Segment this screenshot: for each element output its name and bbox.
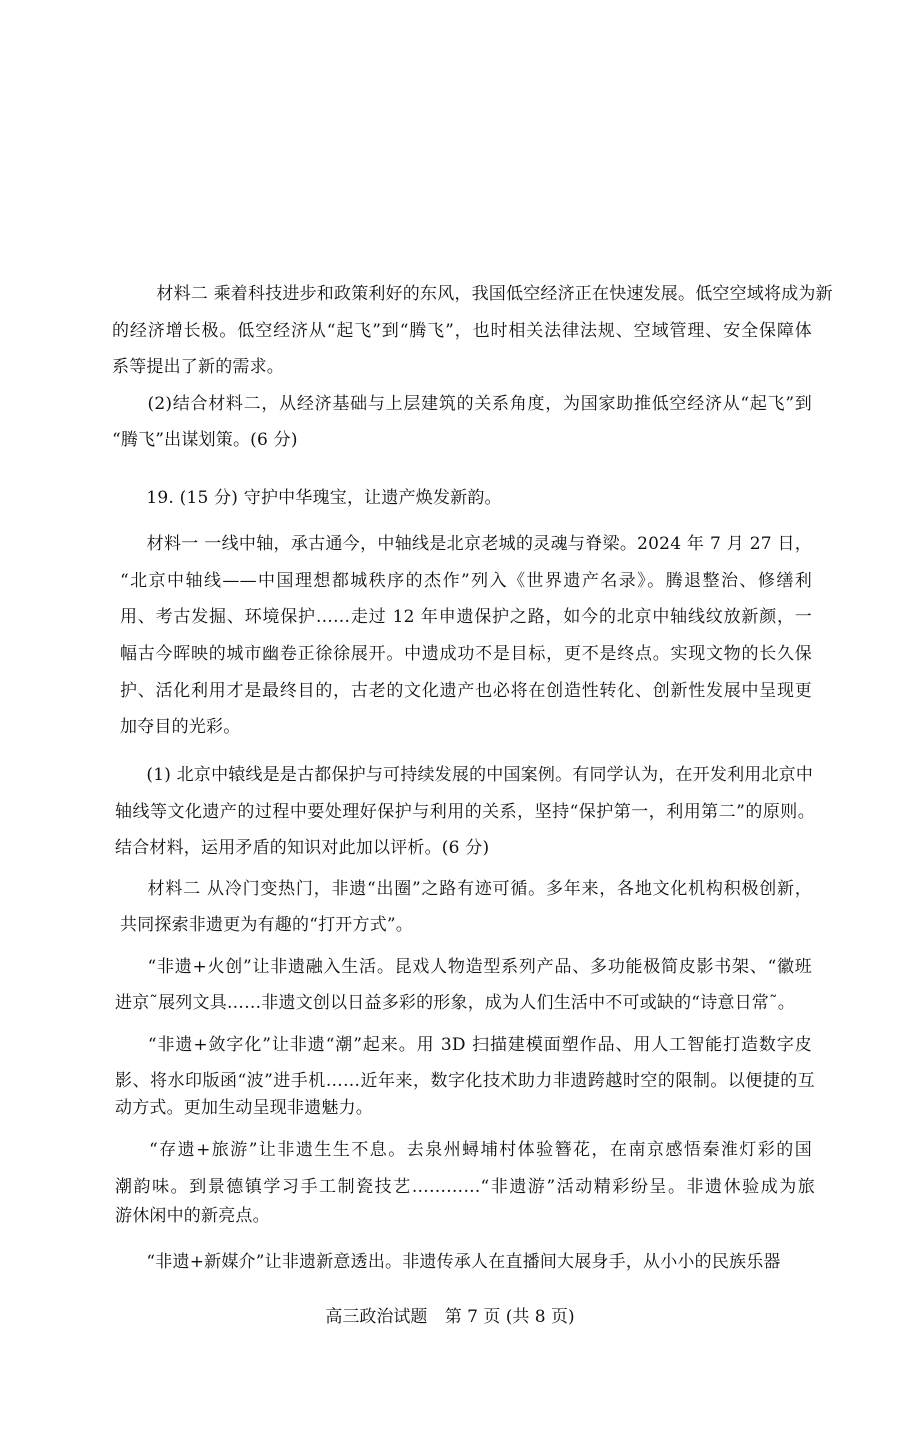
new-media-line-1: “非遗+新媒介”让非遗新意透出。非遗传承人在直播间大展身手，从小小的民族乐器 bbox=[112, 1252, 781, 1272]
cultural-creative-line-2: 进京˜展列文具……非遗文创以日益多彩的形象，成为人们生活中不可或缺的“诗意日常˜。 bbox=[115, 993, 795, 1013]
material-2-q19-line-1: 材料二 从冷门变热门，非遗“出圈”之路有迹可循。多年来，各地文化机构积极创新， bbox=[112, 879, 812, 899]
tourism-line-2: 潮韵味。到景德镇学习手工制瓷技艺…………“非遗游”活动精彩纷呈。非遗休验成为旅 bbox=[115, 1177, 815, 1197]
material-1-q19-line-4: 幅古今晖映的城市幽卷正徐徐展开。中遗成功不是目标，更不是终点。实现文物的长久保 bbox=[120, 644, 812, 664]
question-18-2-line-2: “腾飞”出谋划策。(6 分) bbox=[112, 430, 298, 450]
material-2-q18-line-3: 系等提出了新的需求。 bbox=[112, 357, 284, 377]
material-2-q18-line-1: 材料二 乘着科技进步和政策利好的东风，我国低空经济正在快速发展。低空空域将成为新 bbox=[122, 284, 833, 304]
digital-line-3: 动方式。更加生动呈现非遗魅力。 bbox=[115, 1098, 373, 1118]
tourism-line-3: 游休闲中的新亮点。 bbox=[115, 1206, 270, 1226]
question-18-2-line-1: (2)结合材料二，从经济基础与上层建筑的关系角度，为国家助推低空经济从“起飞”到 bbox=[112, 394, 812, 414]
footer-page-number: 第 7 页 (共 8 页) bbox=[444, 1307, 575, 1327]
tourism-line-1: “存遗+旅游”让非遗生生不息。去泉州蟳埔村体验簪花，在南京感悟秦淮灯彩的国 bbox=[112, 1140, 812, 1160]
material-1-q19-line-5: 护、活化利用才是最终目的，古老的文化遗产也必将在创造性转化、创新性发展中呈现更 bbox=[120, 681, 812, 701]
footer-title: 高三政治试题 bbox=[325, 1307, 428, 1327]
cultural-creative-line-1: “非遗+火创”让非遗融入生活。昆戏人物造型系列产品、多功能极简皮影书架、“徽班 bbox=[112, 957, 812, 977]
question-19-1-line-2: 轴线等文化遗产的过程中要处理好保护与利用的关系，坚持“保护第一，利用第二”的原则。 bbox=[115, 802, 815, 822]
digital-line-1: “非遗+敛字化”让非遗“潮”起来。用 3D 扫描建模面塑作品、用人工智能打造数字皮 bbox=[112, 1035, 812, 1055]
material-2-q19-line-2: 共同探索非遗更为有趣的“打开方式”。 bbox=[120, 915, 413, 935]
material-1-q19-line-1: 材料一 一线中轴，承古通今，中轴线是北京老城的灵魂与脊梁。2024 年 7 月 27 日， bbox=[112, 534, 812, 554]
page-footer bbox=[0, 1306, 900, 1328]
material-1-q19-line-2: “北京中轴线——中国理想都城秩序的杰作”列入《世界遗产名录》。腾退整治、修缮利 bbox=[120, 571, 812, 591]
digital-line-2: 影、将水印版函“波”进手机……近年来，数字化技术助力非遗跨越时空的限制。以便捷的互 bbox=[115, 1071, 815, 1091]
question-19-1-line-1: (1) 北京中辕线是是古都保护与可持续发展的中国案例。有同学认为，在开发利用北京中 bbox=[112, 765, 814, 785]
question-19-1-line-3: 结合材料，运用矛盾的知识对此加以评析。(6 分) bbox=[115, 838, 490, 858]
material-1-q19-line-6: 加夺目的光彩。 bbox=[120, 717, 241, 737]
material-2-q18-line-2: 的经济增长极。低空经济从“起飞”到“腾飞”，也时相关法律法规、空域管理、安全保障体 bbox=[112, 321, 812, 341]
question-19-title: 19. (15 分) 守护中华瑰宝，让遗产焕发新韵。 bbox=[112, 488, 502, 508]
material-1-q19-line-3: 用、考古发掘、环境保护……走过 12 年申遗保护之路，如今的北京中轴线纹放新颜，一 bbox=[120, 607, 812, 627]
